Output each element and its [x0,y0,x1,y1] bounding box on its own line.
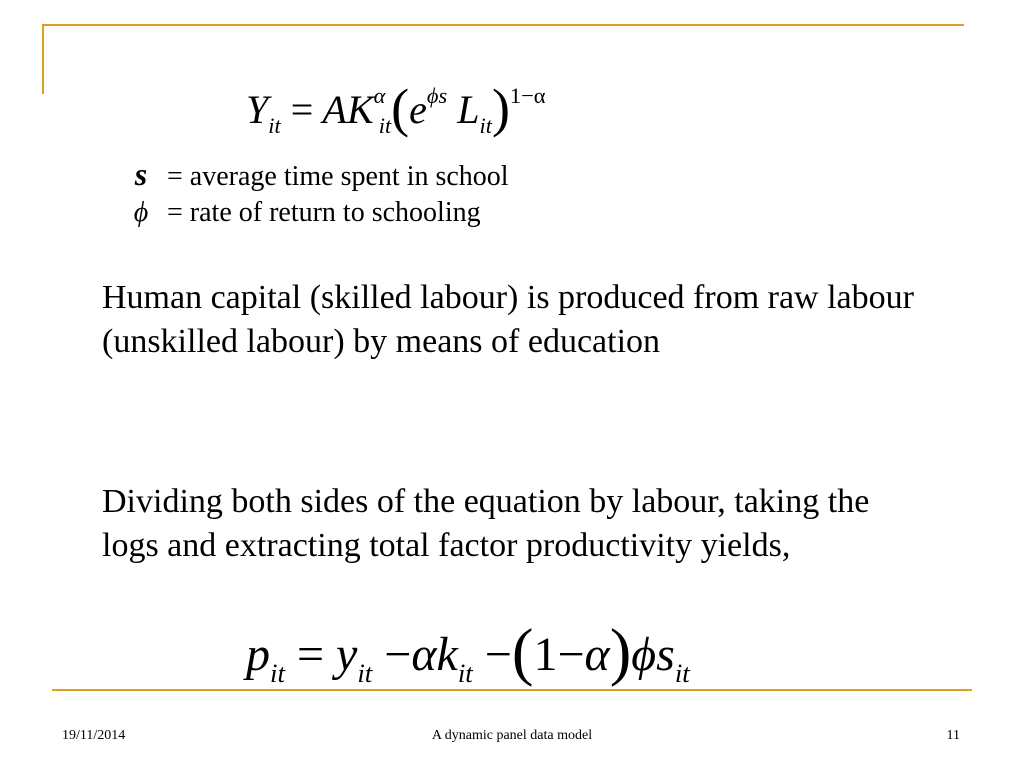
alpha-symbol: α [584,628,610,681]
footer-title: A dynamic panel data model [431,728,593,743]
outer-exponent: 1−α [509,82,546,108]
capital-exponent: α [373,82,386,108]
productivity-subscript: it [270,658,285,689]
top-border-line [42,24,964,26]
phi-schooling-term: ϕs [631,628,675,681]
left-paren: ( [391,77,410,138]
capital-variable: K [346,87,374,132]
definition-text: = average time spent in school [167,161,509,192]
definition-s [122,156,509,193]
left-border-line [42,24,44,94]
exp-base: e [409,87,427,132]
tfp-variable: A [322,87,347,132]
right-paren: ) [609,616,632,689]
output-per-worker: y [336,628,358,681]
schooling-subscript: it [674,658,690,689]
paragraph-dividing: Dividing both sides of the equation by labour, taking the logs and extracting total factor productivity yields, [102,483,870,564]
definition-symbol: s [134,156,148,192]
output-variable: Y [246,87,269,132]
equals-sign: = [290,87,314,132]
right-paren: ) [491,77,510,138]
minus-sign: − [484,628,512,681]
capital-subscript: it [457,658,473,689]
footer-date: 19/11/2014 [62,728,126,743]
slide-number: 11 [946,728,960,743]
paragraph-human-capital: Human capital (skilled labour) is produced from raw labour (unskilled labour) by means of education [102,279,914,360]
output-subscript: it [268,113,281,139]
footer-divider-line [52,689,972,691]
minus-sign: − [557,628,585,681]
productivity-equation [246,612,690,687]
capital-subscript: it [378,113,392,139]
exp-exponent: ϕs [426,82,448,108]
one-constant: 1 [533,628,558,681]
left-paren: ( [511,616,534,689]
production-function-equation [246,74,546,139]
equals-sign: = [296,628,325,681]
alpha-capital-term: αk [411,628,458,681]
productivity-variable: p [246,628,270,681]
output-subscript: it [357,658,373,689]
definition-symbol: ϕ [133,197,149,228]
definition-phi [122,197,481,229]
labour-variable: L [457,87,480,132]
labour-subscript: it [479,113,492,139]
definition-text: = rate of return to schooling [167,197,481,228]
minus-sign: − [384,628,412,681]
